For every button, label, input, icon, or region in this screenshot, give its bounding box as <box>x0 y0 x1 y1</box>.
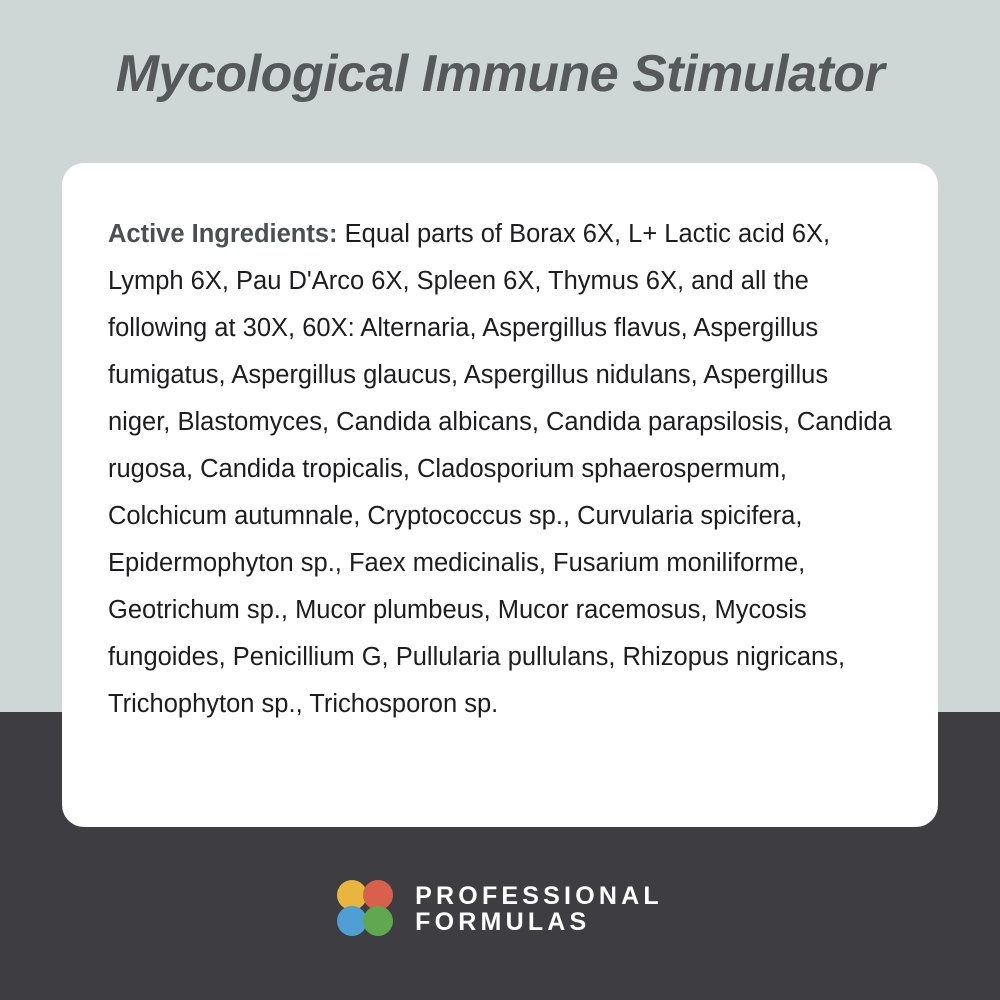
brand-logo <box>0 880 1000 938</box>
active-ingredients-label: Active Ingredients: <box>108 220 338 248</box>
ingredients-card <box>62 163 938 827</box>
logo-line-2: FORMULAS <box>415 908 591 936</box>
logo-line-1: PROFESSIONAL <box>415 881 663 910</box>
ingredients-text <box>108 211 894 728</box>
logo-petal-green-icon <box>363 906 393 936</box>
page-title: Mycological Immune Stimulator <box>115 45 885 103</box>
active-ingredients-list: Equal parts of Borax 6X, L+ Lactic acid 6X, Lymph 6X, Pau D'Arco 6X, Spleen 6X, Thymus 6X, and all the following at 30X, 60X: Alternaria, Aspergillus flavus, Aspergillus fumigatus, Aspergillus glaucus, Aspergillus nidulans, Aspergillus niger, Blastomyces, Candida albicans, Candida parapsilosis, Candida rugosa, Candida tropicalis, Cladosporium sphaerospermum, Colchicum autumnale, Cryptococcus sp., Curvularia spicifera, Epidermophyton sp., Faex medicinalis, Fusarium moniliforme, Geotrichum sp., Mucor plumbeus, Mucor racemosus, Mycosis fungoides, Penicillium G, Pullularia pullulans, Rhizopus nigricans, Trichophyton sp., Trichosporon sp. <box>108 220 892 718</box>
logo-flower-icon <box>337 880 395 938</box>
logo-wordmark <box>415 883 663 936</box>
